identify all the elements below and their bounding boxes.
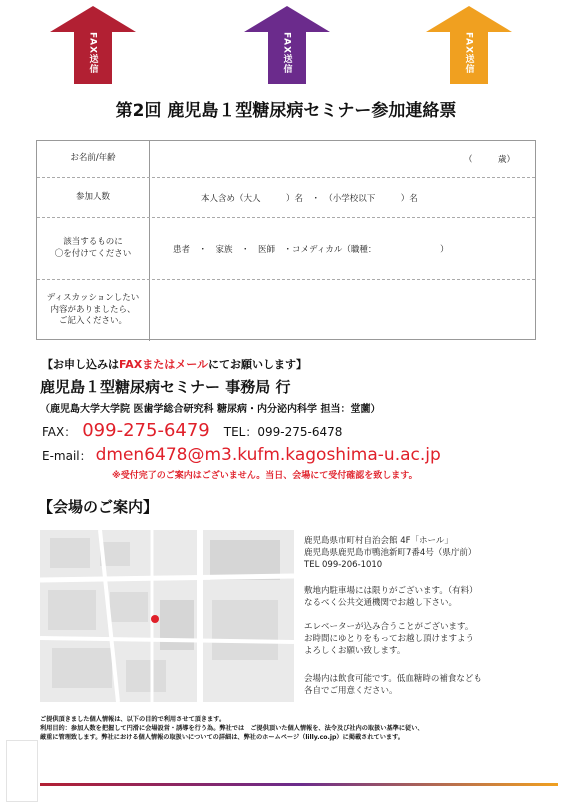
- venue-map: [40, 530, 294, 702]
- venue-parking-line: 敷地内駐車場には限りがございます。（有料）: [304, 586, 478, 596]
- venue-parking: [304, 586, 478, 610]
- email-address[interactable]: dmen6478@m3.kufm.kagoshima-u.ac.jp: [95, 445, 441, 465]
- fax-number: 099-275-6479: [82, 420, 210, 441]
- form-label-discussion: [37, 280, 150, 341]
- fax-contact-line: [42, 420, 342, 441]
- office-affiliation: （鹿児島大学大学院 医歯学総合研究科 糖尿病・内分泌内科学 担当：堂薗）: [40, 404, 381, 415]
- form-value-category: 患者 ・ 家族 ・ 医師 ・コメディカル（職種： ）: [173, 244, 449, 255]
- venue-address-line: 鹿児島県市町村自治会館 4F「ホール」: [304, 536, 453, 546]
- form-label-attendees: 参加人数: [37, 178, 150, 217]
- form-value-attendees: 本人含め（大人 ）名 ・ （小学校以下 ）名: [201, 193, 418, 204]
- form-field-discussion[interactable]: [149, 280, 535, 341]
- email-label: E-mail：: [42, 449, 92, 463]
- fax-arrow-purple: [244, 6, 330, 84]
- venue-address: [304, 536, 476, 572]
- form-row-name-age: [37, 141, 535, 177]
- page-title: 第2回 鹿児島１型糖尿病セミナー参加連絡票: [115, 101, 457, 121]
- venue-parking-line: なるべく公共交通機関でお越し下さい。: [304, 597, 458, 608]
- request-prefix: 【お申し込みは: [42, 358, 119, 371]
- request-highlight: FAXまたはメール: [119, 358, 209, 371]
- stamp-mark: [6, 740, 38, 802]
- venue-address-line: TEL 099-206-1010: [304, 559, 383, 570]
- venue-elevator: [304, 622, 474, 658]
- fax-arrow-orange: [426, 6, 512, 84]
- venue-elevator-line: お時間にゆとりをもってお越し頂けますよう: [304, 633, 475, 644]
- form-row-attendees: [37, 177, 535, 217]
- form-row-category: [37, 217, 535, 279]
- privacy-notice: [40, 716, 540, 743]
- venue-heading: 【会場のご案内】: [38, 498, 159, 516]
- form-label-category: [37, 218, 150, 279]
- venue-elevator-line: よろしくお願い致します。: [304, 645, 406, 656]
- registration-form: [36, 140, 536, 340]
- reception-notice: ※受付完了のご案内はございません。当日、会場にて受付確認を致します。: [112, 471, 418, 481]
- form-field-name-age[interactable]: [149, 141, 535, 177]
- privacy-line: 利用目的：参加人数を把握して円滑に会場設営・誘導を行う為。弊社では ご提供頂いた個人情報を、法令及び社内の取扱い基準に従い、: [40, 724, 424, 732]
- venue-food-line: 会場内は飲食可能です。低血糖時の補食なども: [304, 674, 482, 684]
- venue-food: [304, 674, 482, 698]
- venue-map-pin: [151, 615, 159, 623]
- request-suffix: にてお願いします】: [208, 358, 308, 371]
- form-label-discussion-text: ディスカッションしたい 内容がありましたら、 ご記入ください。: [46, 292, 140, 327]
- request-line: [42, 356, 307, 372]
- fax-arrow-red: [50, 6, 136, 84]
- fax-arrow-red-label: FAX送信: [87, 32, 98, 75]
- fax-arrow-purple-label: FAX送信: [281, 32, 292, 75]
- email-contact-line: [42, 445, 441, 465]
- form-value-age: （ 歳）: [463, 155, 515, 165]
- tel-contact: TEL：099-275-6478: [223, 425, 343, 439]
- fax-arrow-orange-label: FAX送信: [463, 32, 474, 75]
- form-row-discussion: [37, 279, 535, 341]
- office-name: 鹿児島１型糖尿病セミナー 事務局 行: [40, 378, 291, 396]
- venue-elevator-line: エレベーターが込み合うことがございます。: [304, 622, 474, 632]
- privacy-line: ご提供頂きました個人情報は、以下の目的で利用させて頂きます。: [40, 716, 226, 723]
- form-field-attendees[interactable]: [149, 178, 535, 217]
- form-field-category[interactable]: [149, 218, 535, 279]
- form-label-name-age: お名前/年齢: [37, 141, 150, 177]
- fax-label: FAX：: [42, 425, 77, 439]
- venue-map-graphic: [40, 530, 294, 702]
- venue-address-line: 鹿児島県鹿児島市鴨池新町7番4号（県庁前）: [304, 547, 477, 558]
- venue-food-line: 各自でご用意ください。: [304, 685, 398, 696]
- privacy-line: 厳重に管理致します。弊社における個人情報の取扱いについての詳細は、弊社のホームページ（lilly.co.jp）に掲載されています。: [40, 733, 404, 741]
- form-label-category-text: 該当するものに 〇を付けてください: [54, 236, 132, 259]
- bottom-gradient-bar: [40, 783, 558, 786]
